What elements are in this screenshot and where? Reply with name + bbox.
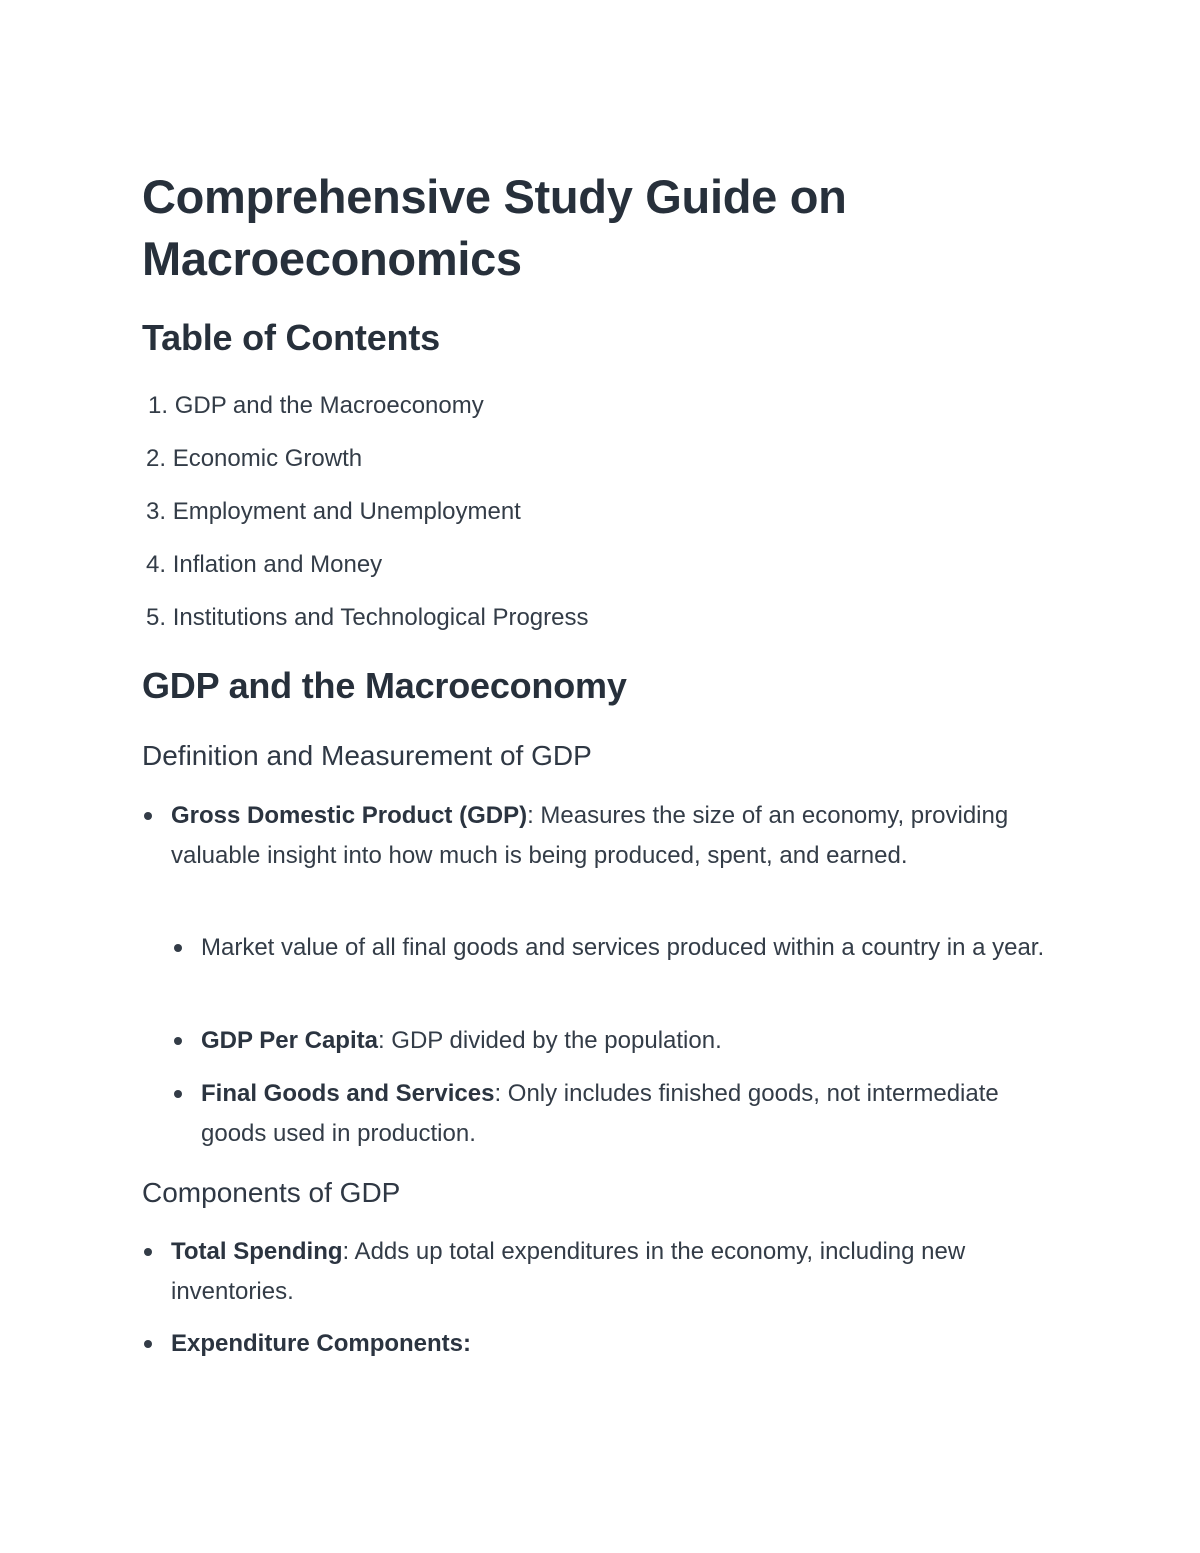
toc-item-label: GDP and the Macroeconomy <box>174 392 484 419</box>
toc-item-label: Inflation and Money <box>172 551 383 578</box>
bullet-gdp-definition <box>171 796 1061 876</box>
toc-item-4[interactable] <box>146 549 382 581</box>
toc-item-3[interactable] <box>146 496 521 528</box>
toc-heading: Table of Contents <box>142 317 440 358</box>
toc-item-1[interactable] <box>148 390 484 422</box>
toc-item-label: Economic Growth <box>172 445 363 472</box>
subsection-heading-components: Components of GDP <box>142 1177 401 1208</box>
subsection-heading-definition: Definition and Measurement of GDP <box>142 740 592 771</box>
bullet-term: Gross Domestic Product (GDP) <box>171 802 528 829</box>
bullet-icon <box>174 1037 182 1045</box>
bullet-gdp-per-capita <box>201 1021 1061 1061</box>
toc-item-number: 4. <box>146 551 167 578</box>
bullet-term: GDP Per Capita <box>201 1027 378 1054</box>
bullet-text: : GDP divided by the population. <box>377 1027 722 1054</box>
toc-item-number: 5. <box>146 604 167 631</box>
bullet-icon <box>144 812 152 820</box>
toc-item-label: Institutions and Technological Progress <box>172 604 589 631</box>
toc-item-2[interactable] <box>146 443 362 475</box>
bullet-icon <box>174 944 182 952</box>
bullet-icon <box>144 1248 152 1256</box>
bullet-expenditure-components <box>171 1324 1061 1364</box>
bullet-total-spending <box>171 1232 1061 1312</box>
bullet-market-value <box>201 928 1061 968</box>
toc-item-label: Employment and Unemployment <box>172 498 521 525</box>
bullet-term: Expenditure Components: <box>171 1330 472 1357</box>
toc-item-number: 3. <box>146 498 167 525</box>
bullet-icon <box>174 1090 182 1098</box>
bullet-icon <box>144 1340 152 1348</box>
toc-item-number: 2. <box>146 445 167 472</box>
toc-item-5[interactable] <box>146 602 589 634</box>
document-title: Comprehensive Study Guide on Macroeconomics <box>142 170 847 285</box>
bullet-final-goods <box>201 1074 1061 1154</box>
bullet-term: Final Goods and Services <box>201 1080 495 1107</box>
toc-item-number: 1. <box>148 392 169 419</box>
bullet-text: : Only includes finished goods, not intermediate goods used in production. <box>201 1080 999 1147</box>
bullet-text: Market value of all final goods and services produced within a country in a year. <box>201 934 1045 961</box>
bullet-term: Total Spending <box>171 1238 343 1265</box>
section-heading-gdp: GDP and the Macroeconomy <box>142 665 627 706</box>
bullet-text: : Measures the size of an economy, providing valuable insight into how much is being produced, spent, and earned. <box>171 802 1009 869</box>
bullet-text: : Adds up total expenditures in the economy, including new inventories. <box>171 1238 966 1305</box>
